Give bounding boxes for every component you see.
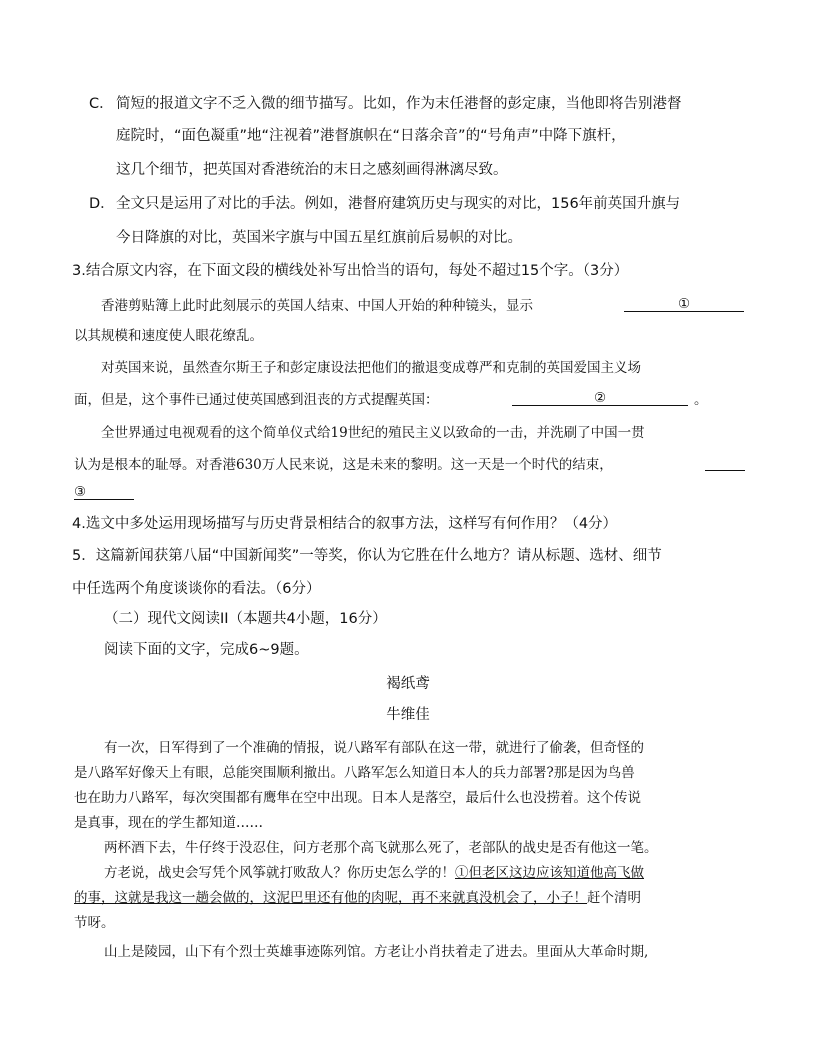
article-author: 牛维佳 <box>386 707 430 723</box>
q3-passage-line-6: 认为是根本的耻辱。对香港630万人民来说，这是未来的黎明。这一天是一个时代的结束， <box>74 457 613 473</box>
article-p1-line-4: 是真事，现在的学生都知道…… <box>74 815 263 831</box>
article-p1-line-2: 是八路军好像天上有眼，总能突围顺利撤出。八路军怎么知道日本人的兵力部署?那是因为鸟兽 <box>74 765 635 781</box>
answer-blank-3[interactable] <box>74 484 134 500</box>
article-p2: 两杯酒下去，牛仔终于没忍住，问方老那个高飞就那么死了，老部队的战史是否有他这一笔。 <box>104 840 658 856</box>
article-p3-plain-end: 赶个清明 <box>587 890 641 906</box>
article-p3-line-1 <box>104 863 644 883</box>
article-p3-line-3: 节呀。 <box>74 915 115 931</box>
article-p1-line-3: 也在助力八路军，每次突围都有鹰隼在空中出现。日本人是落空，最后什么也没捞着。这个传说 <box>74 790 641 806</box>
question-5-line-1: 5．这篇新闻获第八届“中国新闻奖”一等奖，你认为它胜在什么地方？请从标题、选材、细节 <box>72 548 662 564</box>
q3-passage-line-5: 全世界通过电视观看的这个简单仪式给19世纪的殖民主义以致命的一击，并洗刷了中国一贯 <box>101 425 645 441</box>
q3-passage-line-4: 面，但是，这个事件已通过使英国感到沮丧的方式提醒英国： <box>74 392 439 408</box>
option-c-line-2: 庭院时，“面色凝重”地“注视着”港督旗帜在“日落余音”的“号角声”中降下旗杆， <box>116 128 626 144</box>
section-instruction: 阅读下面的文字，完成6~9题。 <box>104 642 309 658</box>
q3-passage-line-3: 对英国来说，虽然查尔斯王子和彭定康设法把他们的撤退变成尊严和克制的英国爱国主义场 <box>101 360 641 376</box>
option-d-line-1: 全文只是运用了对比的手法。例如，港督府建筑历史与现实的对比，156年前英国升旗与 <box>116 196 681 212</box>
article-title: 褐纸鸢 <box>386 676 430 692</box>
option-c-marker: C． <box>89 96 114 112</box>
answer-blank-3-start[interactable] <box>705 455 745 471</box>
article-p3-line-2 <box>74 888 641 908</box>
blank-2-number: ② <box>593 390 607 406</box>
underlined-sentence-1: ①但老区这边应该知道他高飞做 <box>455 865 644 881</box>
option-c-line-1: 简短的报道文字不乏入微的细节描写。比如，作为末任港督的彭定康，当他即将告别港督 <box>116 96 682 112</box>
q3-passage-line-2: 以其规模和速度使人眼花缭乱。 <box>74 328 263 344</box>
article-p4: 山上是陵园，山下有个烈士英雄事迹陈列馆。方老让小肖扶着走了进去。里面从大革命时期, <box>104 944 649 960</box>
option-d-line-2: 今日降旗的对比，英国米字旗与中国五星红旗前后易帜的对比。 <box>116 230 522 246</box>
blank-1-number: ① <box>677 296 691 312</box>
article-p1-line-1: 有一次，日军得到了一个准确的情报，说八路军有部队在这一带，就进行了偷袭，但奇怪的 <box>104 740 644 756</box>
question-3-stem: 3.结合原文内容，在下面文段的横线处补写出恰当的语句，每处不超过15个字。（3分） <box>72 263 629 279</box>
section-heading: （二）现代文阅读II（本题共4小题，16分） <box>104 611 387 627</box>
question-4: 4.选文中多处运用现场描写与历史背景相结合的叙事方法，这样写有何作用？（4分） <box>72 516 618 532</box>
option-d-marker: D． <box>89 196 115 212</box>
answer-blank-1[interactable] <box>624 296 744 312</box>
article-p3-plain-start: 方老说，战史会写凭个风筝就打败敌人？你历史怎么学的！ <box>104 865 455 881</box>
underlined-sentence-1-cont: 的事，这就是我这一趟会做的，这泥巴里还有他的肉呢，再不来就真没机会了，小子！ <box>74 890 587 906</box>
q3-passage-text: 香港剪贴簿上此时此刻展示的英国人结束、中国人开始的种种镜头，显示 <box>101 298 533 314</box>
q3-passage-period: 。 <box>694 392 708 408</box>
question-5-line-2: 中任选两个角度谈谈你的看法。（6分） <box>72 581 321 597</box>
blank-3-number: ③ <box>74 484 87 500</box>
q3-passage-line-1 <box>101 296 533 316</box>
answer-blank-2[interactable] <box>512 390 688 406</box>
option-c-line-3: 这几个细节，把英国对香港统治的末日之感刻画得淋漓尽致。 <box>116 162 508 178</box>
